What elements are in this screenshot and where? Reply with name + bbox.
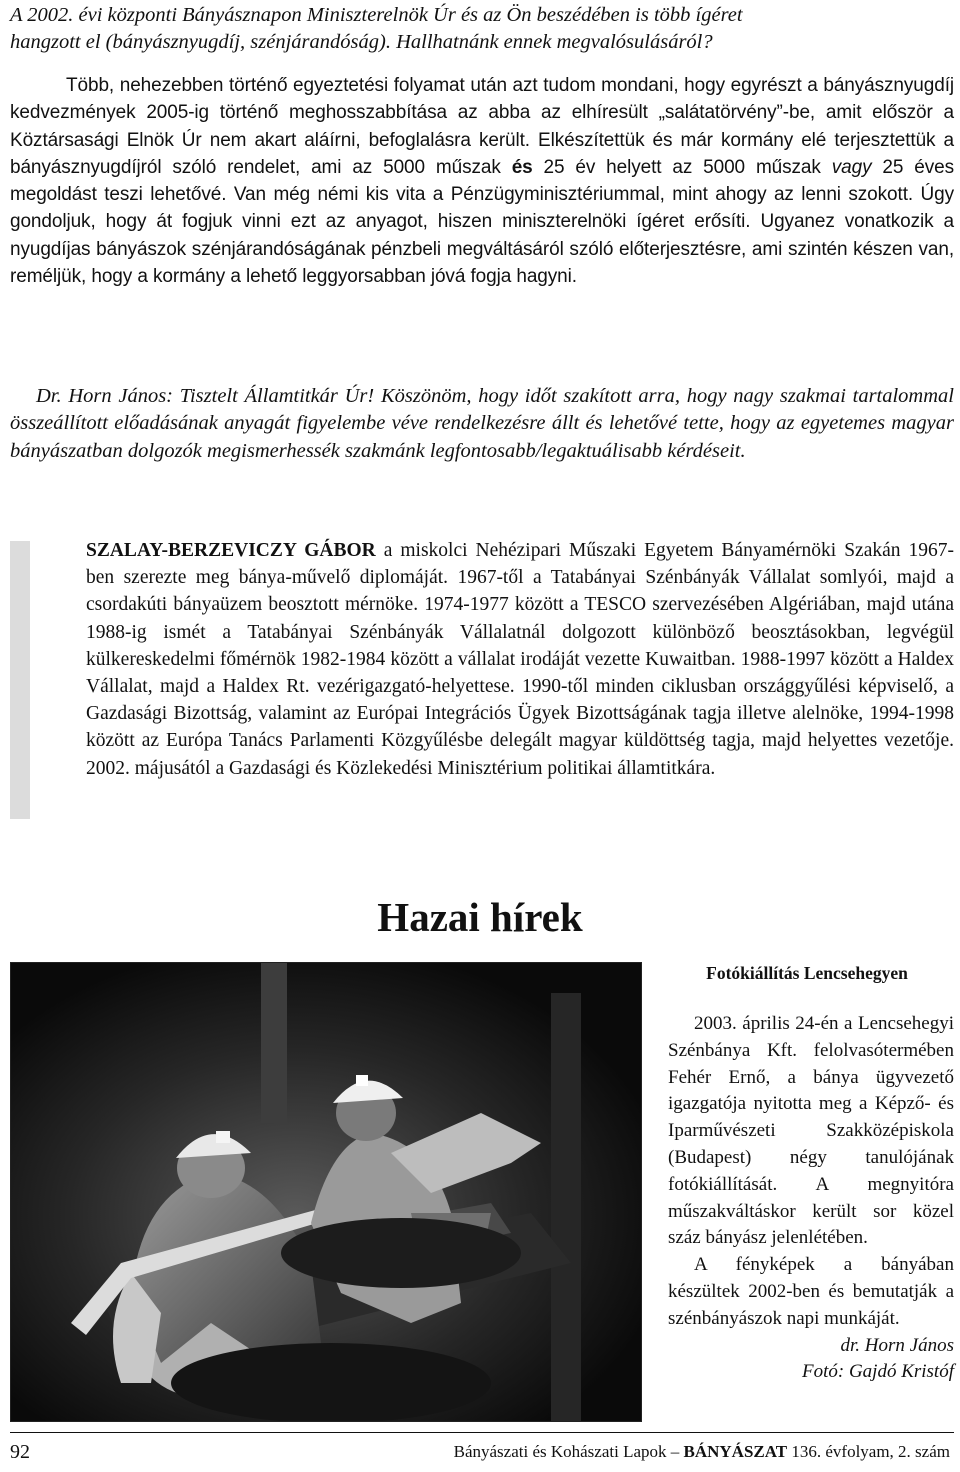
interview-question <box>10 2 954 56</box>
news-author: dr. Horn János <box>840 1334 954 1356</box>
answer-italic-or: vagy <box>831 156 872 178</box>
section-title: Hazai hírek <box>377 894 583 940</box>
news-photo-credit: Fotó: Gajdó Kristóf <box>801 1361 954 1383</box>
question-line-2: hangzott el (bányásznyugdíj, szénjárandóság). Hallhatnánk ennek megvalósulásáról? <box>10 31 713 53</box>
journal-footer <box>454 1440 950 1464</box>
answer-part-3: 25 éves megoldást teszi lehetővé. Van még némi kis vita a Pénzügyminisztériummal, mint ahogy az lenni szokott. Úgy gondoljuk, hogy át fogjuk vinni ezt az anyagot, hiszen miniszterelnöki ígéret erősíti. Ugyanez vonatkozik a nyugdíjas bányászok szénjárandóságának pénzbeli megváltásáról szóló előterjesztésre, ami szintén készen van, reméljük, hogy a kormány a lehető leggyorsabban jóvá fogja hagyni. <box>10 156 954 288</box>
answer-part-1: Több, nehezebben történő egyeztetési folyamat után azt tudom mondani, hogy egyrészt a bányásznyugdíj kedvezmények 2005-ig történő meghosszabbítása az abba az elhíresült „salátatörvény”-be, amit először a Köztársasági Elnök Úr nem akart aláírni, befoglalásra került. Elkészítettük és már kormány elé terjesztettük a bányásznyugdíjról szóló rendelet, ami az 5000 műszak <box>10 75 954 178</box>
answer-bold-and: és <box>511 156 533 178</box>
footer-divider <box>10 1432 954 1433</box>
author-bio <box>86 537 954 782</box>
journal-name: BÁNYÁSZAT <box>683 1442 788 1461</box>
news-paragraph-2: A fényképek a bányában készültek 2002-ben és bemutatják a szénbányászok napi munkáját. <box>668 1254 954 1329</box>
answer-part-2: 25 év helyett az 5000 műszak <box>543 156 821 178</box>
bio-text: a miskolci Nehézipari Műszaki Egyetem Bányamérnöki Szakán 1967-ben szerezte meg bánya-művelő diplomáját. 1967-től a Tatabányai Szénbányák Vállalat somlyói, majd a csordakúti bányaüzem beosztott mérnöke. 1974-1977 között a TESCO szervezésében Algériában, majd utána 1988-ig ismét a Tatabányai Szénbányák Vállalatnál dolgozott különböző beosztásokban, legvégül külkereskedelmi főmérnök 1982-1984 között a vállalat irodáját vezette Kuwaitban. 1988-1997 között a Haldex Vállalat, majd a Haldex Rt. vezérigazgató-helyettese. 1990-től minden ciklusban országgyűlési képviselő, a Gazdasági Bizottság, valamint az Európai Integrációs Ügyek Bizottságának tagja illetve alelnöke, 1994-1998 között az Európa Tanács Parlamenti Közgyűlésbe delegált magyar küldöttség tagja, majd helyettes vezetője. 2002. májusától a Gazdasági és Közlekedési Minisztérium politikai államtitkára. <box>86 540 954 779</box>
news-paragraph-1: 2003. április 24-én a Lencsehegyi Szénbánya Kft. felolvasótermében Fehér Ernő, a bánya ügyvezető igazgatója nyitotta meg a Képző- és Iparművészeti Szakközépiskola (Budapest) négy tanulójának fotókiállítását. A megnyitóra műszakváltáskor került sor közel száz bányász jelenlétében. <box>668 1013 954 1249</box>
news-title: Fotókiállítás Lencsehegyen <box>706 963 908 983</box>
miners-photo <box>10 962 642 1422</box>
question-line-1: A 2002. évi központi Bányásznapon Miniszterelnök Úr és az Ön beszédében is több ígéret <box>10 4 743 26</box>
journal-prefix: Bányászati és Kohászati Lapok – <box>453 1442 680 1461</box>
journal-issue: 136. évfolyam, 2. szám <box>791 1442 950 1461</box>
news-body <box>668 1011 954 1386</box>
bio-name: SZALAY-BERZEVICZY GÁBOR <box>86 540 376 561</box>
page-number: 92 <box>10 1441 30 1463</box>
interview-closing: Dr. Horn János: Tisztelt Államtitkár Úr! Köszönöm, hogy időt szakított arra, hogy nagy szakmai tartalommal összeállított előadásának anyagát figyelembe véve rendelkezésre állt és lehetővé tette, hogy az egyetemes magyar bányászatban dolgozók megismerhessék szakmánk legfontosabb/legaktuálisabb kérdéseit. <box>10 385 954 462</box>
interview-answer <box>10 72 954 290</box>
bio-sidebar-bar <box>10 541 30 819</box>
miners-photo-illustration <box>11 963 642 1422</box>
